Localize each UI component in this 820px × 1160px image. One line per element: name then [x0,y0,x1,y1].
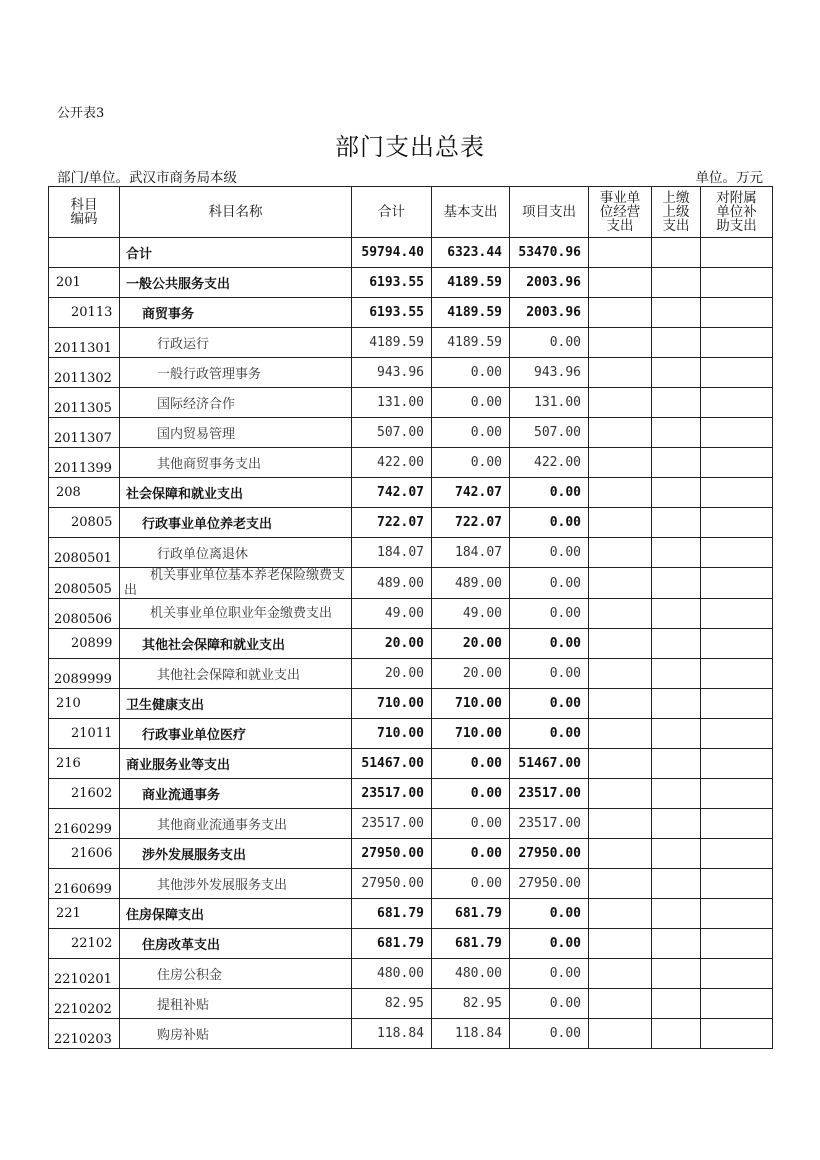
cell-project: 23517.00 [510,779,589,809]
cell-biz [589,719,652,749]
cell-subsidy [701,629,773,659]
cell-project: 2003.96 [510,298,589,328]
cell-total: 184.07 [352,538,432,568]
cell-code: 2089999 [49,659,120,689]
table-row [49,839,773,869]
cell-code: 20113 [49,298,120,328]
cell-basic: 0.00 [432,749,510,779]
cell-biz [589,749,652,779]
cell-upper [652,929,701,959]
cell-name: 涉外发展服务支出 [120,839,352,869]
cell-total: 27950.00 [352,839,432,869]
header-upper: 上缴 上级 支出 [652,187,701,238]
cell-project: 507.00 [510,418,589,448]
cell-code: 22102 [49,929,120,959]
cell-code: 21602 [49,779,120,809]
cell-subsidy [701,959,773,989]
cell-name: 其他社会保障和就业支出 [120,629,352,659]
cell-code: 201 [49,268,120,298]
cell-basic: 4189.59 [432,268,510,298]
cell-total: 507.00 [352,418,432,448]
header-subsidy: 对附属 单位补 助支出 [701,187,773,238]
cell-subsidy [701,568,773,599]
table-row [49,238,773,268]
cell-upper [652,599,701,629]
cell-project: 0.00 [510,478,589,508]
cell-total: 4189.59 [352,328,432,358]
table-row [49,599,773,629]
cell-total: 681.79 [352,899,432,929]
expenditure-table [48,186,773,1049]
cell-basic: 0.00 [432,388,510,418]
cell-subsidy [701,779,773,809]
cell-basic: 20.00 [432,629,510,659]
cell-project: 943.96 [510,358,589,388]
table-row [49,328,773,358]
table-row [49,989,773,1019]
cell-code: 21011 [49,719,120,749]
cell-biz [589,538,652,568]
table-row [49,779,773,809]
cell-project: 422.00 [510,448,589,478]
cell-name: 一般公共服务支出 [120,268,352,298]
cell-upper [652,298,701,328]
cell-subsidy [701,268,773,298]
table-row [49,869,773,899]
cell-biz [589,568,652,599]
cell-code: 221 [49,899,120,929]
cell-upper [652,568,701,599]
cell-basic: 0.00 [432,448,510,478]
cell-upper [652,1019,701,1049]
header-basic: 基本支出 [432,187,510,238]
cell-name: 购房补贴 [120,1019,352,1049]
cell-upper [652,629,701,659]
cell-subsidy [701,719,773,749]
cell-upper [652,388,701,418]
unit-label: 单位。万元 [695,170,763,186]
cell-basic: 6323.44 [432,238,510,268]
cell-biz [589,659,652,689]
cell-name: 机关事业单位职业年金缴费支出 [120,599,352,629]
cell-code: 210 [49,689,120,719]
cell-biz [589,779,652,809]
cell-basic: 82.95 [432,989,510,1019]
table-row [49,268,773,298]
cell-basic: 0.00 [432,779,510,809]
cell-basic: 20.00 [432,659,510,689]
department-label: 部门/单位。武汉市商务局本级 [57,170,238,186]
cell-code: 2160299 [49,809,120,839]
cell-basic: 4189.59 [432,298,510,328]
cell-total: 82.95 [352,989,432,1019]
cell-upper [652,779,701,809]
cell-biz [589,448,652,478]
cell-basic: 681.79 [432,929,510,959]
cell-basic: 722.07 [432,508,510,538]
cell-name: 住房保障支出 [120,899,352,929]
cell-name: 行政运行 [120,328,352,358]
cell-code: 216 [49,749,120,779]
cell-code: 21606 [49,839,120,869]
cell-code: 2210202 [49,989,120,1019]
cell-total: 27950.00 [352,869,432,899]
cell-code: 20805 [49,508,120,538]
cell-basic: 0.00 [432,358,510,388]
cell-biz [589,899,652,929]
header-project: 项目支出 [510,187,589,238]
cell-subsidy [701,899,773,929]
table-body [49,238,773,1049]
cell-name: 行政事业单位养老支出 [120,508,352,538]
cell-upper [652,809,701,839]
table-row [49,749,773,779]
cell-upper [652,839,701,869]
header-code: 科目 编码 [49,187,120,238]
cell-subsidy [701,478,773,508]
cell-basic: 480.00 [432,959,510,989]
cell-basic: 184.07 [432,538,510,568]
cell-total: 118.84 [352,1019,432,1049]
cell-basic: 710.00 [432,719,510,749]
table-row [49,629,773,659]
cell-code: 2080501 [49,538,120,568]
cell-total: 489.00 [352,568,432,599]
cell-subsidy [701,869,773,899]
cell-project: 0.00 [510,989,589,1019]
table-row [49,508,773,538]
cell-name: 住房公积金 [120,959,352,989]
cell-name: 其他商业流通事务支出 [120,809,352,839]
cell-subsidy [701,538,773,568]
table-row [49,719,773,749]
cell-code: 2011307 [49,418,120,448]
table-row [49,899,773,929]
cell-total: 480.00 [352,959,432,989]
cell-subsidy [701,929,773,959]
cell-name: 商业服务业等支出 [120,749,352,779]
cell-project: 0.00 [510,568,589,599]
cell-biz [589,929,652,959]
table-header-row [49,187,773,238]
cell-code: 2210201 [49,959,120,989]
cell-biz [589,418,652,448]
cell-total: 943.96 [352,358,432,388]
cell-subsidy [701,358,773,388]
table-row [49,809,773,839]
cell-code: 2080505 [49,568,120,599]
cell-biz [589,298,652,328]
table-row [49,388,773,418]
cell-subsidy [701,508,773,538]
cell-subsidy [701,238,773,268]
cell-code: 2011399 [49,448,120,478]
cell-project: 2003.96 [510,268,589,298]
cell-total: 6193.55 [352,298,432,328]
cell-project: 0.00 [510,508,589,538]
cell-project: 0.00 [510,328,589,358]
cell-total: 51467.00 [352,749,432,779]
cell-total: 131.00 [352,388,432,418]
table-row [49,959,773,989]
cell-total: 710.00 [352,719,432,749]
cell-name: 其他涉外发展服务支出 [120,869,352,899]
cell-total: 20.00 [352,659,432,689]
cell-biz [589,508,652,538]
cell-project: 131.00 [510,388,589,418]
header-biz: 事业单 位经营 支出 [589,187,652,238]
cell-name: 一般行政管理事务 [120,358,352,388]
cell-biz [589,599,652,629]
cell-upper [652,268,701,298]
cell-code: 2210203 [49,1019,120,1049]
cell-upper [652,238,701,268]
cell-upper [652,478,701,508]
cell-name: 行政单位离退休 [120,538,352,568]
page-title: 部门支出总表 [335,133,485,161]
cell-name: 提租补贴 [120,989,352,1019]
cell-subsidy [701,328,773,358]
cell-basic: 0.00 [432,809,510,839]
cell-total: 23517.00 [352,809,432,839]
cell-name: 国际经济合作 [120,388,352,418]
cell-name: 合计 [120,238,352,268]
cell-total: 422.00 [352,448,432,478]
cell-code: 2160699 [49,869,120,899]
cell-total: 20.00 [352,629,432,659]
cell-subsidy [701,809,773,839]
cell-subsidy [701,418,773,448]
cell-total: 681.79 [352,929,432,959]
cell-name: 商业流通事务 [120,779,352,809]
cell-code: 2011302 [49,358,120,388]
cell-biz [589,629,652,659]
cell-basic: 681.79 [432,899,510,929]
cell-upper [652,719,701,749]
table-row [49,538,773,568]
cell-upper [652,689,701,719]
cell-upper [652,959,701,989]
cell-subsidy [701,448,773,478]
cell-project: 51467.00 [510,749,589,779]
cell-biz [589,358,652,388]
cell-project: 0.00 [510,599,589,629]
cell-upper [652,508,701,538]
cell-biz [589,238,652,268]
cell-name: 行政事业单位医疗 [120,719,352,749]
cell-biz [589,839,652,869]
cell-biz [589,328,652,358]
cell-project: 23517.00 [510,809,589,839]
cell-upper [652,448,701,478]
cell-basic: 710.00 [432,689,510,719]
header-total: 合计 [352,187,432,238]
cell-name: 商贸事务 [120,298,352,328]
cell-total: 722.07 [352,508,432,538]
cell-biz [589,809,652,839]
cell-upper [652,989,701,1019]
cell-project: 0.00 [510,1019,589,1049]
cell-biz [589,869,652,899]
cell-biz [589,959,652,989]
table-row [49,689,773,719]
cell-basic: 489.00 [432,568,510,599]
table-row [49,929,773,959]
cell-project: 53470.96 [510,238,589,268]
cell-upper [652,899,701,929]
cell-subsidy [701,388,773,418]
cell-subsidy [701,599,773,629]
cell-project: 0.00 [510,538,589,568]
cell-project: 0.00 [510,929,589,959]
cell-subsidy [701,659,773,689]
cell-upper [652,869,701,899]
cell-subsidy [701,1019,773,1049]
cell-total: 59794.40 [352,238,432,268]
cell-total: 742.07 [352,478,432,508]
table-row [49,358,773,388]
cell-total: 6193.55 [352,268,432,298]
cell-upper [652,659,701,689]
cell-subsidy [701,839,773,869]
table-row [49,448,773,478]
cell-total: 710.00 [352,689,432,719]
cell-code [49,238,120,268]
cell-project: 27950.00 [510,869,589,899]
page-label: 公开表3 [57,106,105,121]
cell-code: 208 [49,478,120,508]
cell-basic: 0.00 [432,418,510,448]
cell-basic: 4189.59 [432,328,510,358]
cell-name: 卫生健康支出 [120,689,352,719]
cell-basic: 742.07 [432,478,510,508]
cell-biz [589,388,652,418]
cell-subsidy [701,749,773,779]
cell-basic: 49.00 [432,599,510,629]
cell-biz [589,268,652,298]
cell-biz [589,1019,652,1049]
cell-biz [589,989,652,1019]
cell-name: 社会保障和就业支出 [120,478,352,508]
cell-project: 0.00 [510,629,589,659]
cell-subsidy [701,689,773,719]
cell-biz [589,689,652,719]
cell-code: 2011305 [49,388,120,418]
cell-subsidy [701,298,773,328]
cell-project: 0.00 [510,959,589,989]
cell-code: 20899 [49,629,120,659]
cell-project: 0.00 [510,659,589,689]
cell-biz [589,478,652,508]
cell-name: 其他社会保障和就业支出 [120,659,352,689]
cell-project: 27950.00 [510,839,589,869]
cell-name: 住房改革支出 [120,929,352,959]
cell-project: 0.00 [510,719,589,749]
cell-name: 国内贸易管理 [120,418,352,448]
table-row [49,478,773,508]
cell-basic: 0.00 [432,839,510,869]
cell-upper [652,328,701,358]
cell-total: 49.00 [352,599,432,629]
header-name: 科目名称 [120,187,352,238]
cell-code: 2011301 [49,328,120,358]
cell-upper [652,538,701,568]
cell-name: 机关事业单位基本养老保险缴费支出 [120,568,352,599]
cell-upper [652,749,701,779]
table-row [49,1019,773,1049]
cell-basic: 118.84 [432,1019,510,1049]
cell-name: 其他商贸事务支出 [120,448,352,478]
cell-subsidy [701,989,773,1019]
cell-code: 2080506 [49,599,120,629]
table-row [49,418,773,448]
cell-upper [652,418,701,448]
cell-upper [652,358,701,388]
table-row [49,659,773,689]
cell-project: 0.00 [510,689,589,719]
cell-project: 0.00 [510,899,589,929]
cell-basic: 0.00 [432,869,510,899]
cell-total: 23517.00 [352,779,432,809]
table-row [49,298,773,328]
table-row [49,568,773,599]
